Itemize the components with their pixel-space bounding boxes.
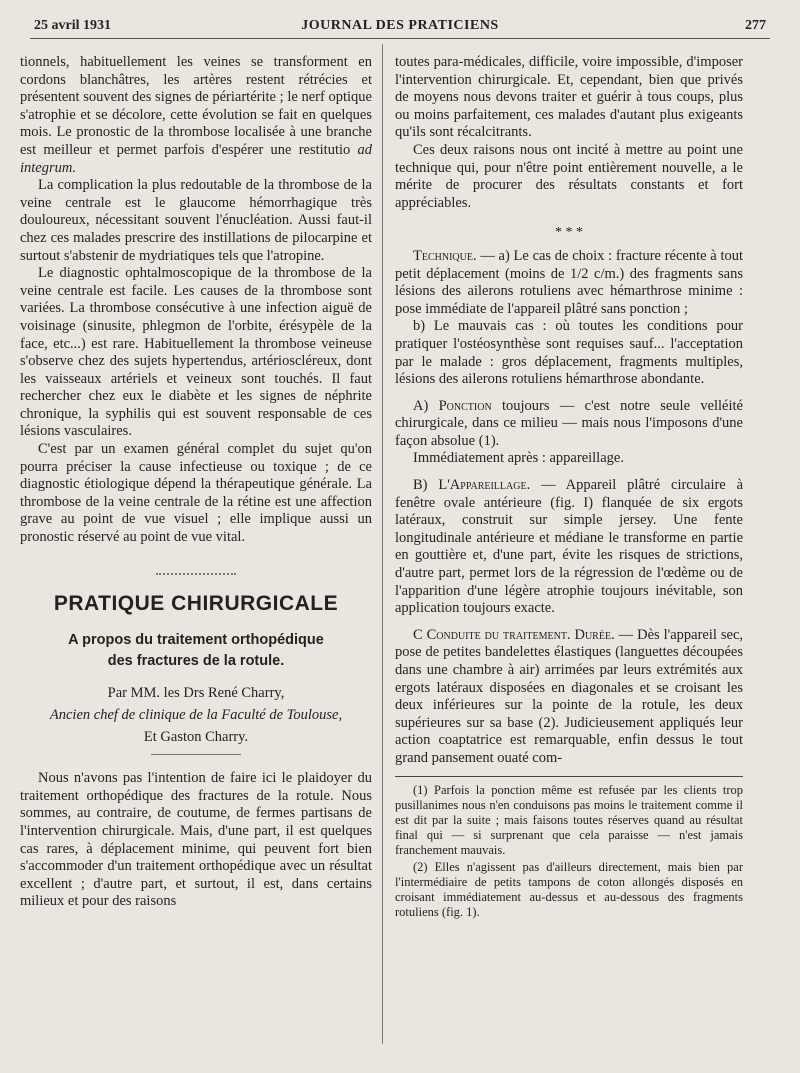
separator <box>156 573 236 575</box>
byline <box>20 682 372 748</box>
separator <box>151 754 241 755</box>
paragraph: tionnels, habituellement les veines se transforment en cordons blanchâtres, les artères restent rétrécies et présentent souvent des signes de périartérite ; le nerf optique s'atrophie et se décolore, cette évolution se fait en quelques mois. Le pronostic de la thrombose localisée à une branche est meilleur et permet parfois d'espérer une restitutio ad integrum. <box>20 54 372 176</box>
paragraph: Technique. — a) Le cas de choix : fracture récente à tout petit déplacement (moins de 1/2 c/m.) des fragments sans lésions des ailerons rotuliens avec hémarthrose minime : pose immédiate de l'appareil plâtré sans ponction ; <box>395 247 744 317</box>
paragraph: toutes para-médicales, difficile, voire impossible, d'imposer l'intervention chirurgicale. Et, cependant, bien que privés de moyens nous devons traiter et guérir à tous coups, plus ou moins parfaitement, ces malades d'autant plus exigeants qu'ils sont récalcitrants. <box>395 54 743 141</box>
paragraph: La complication la plus redoutable de la thrombose de la veine centrale est le glaucome hémorrhagique très douloureux, nécessitant souvent l'énucléation. Aussi faut-il chez ces malades prescrire des instillations de pilocarpine et surtout s'abstenir de mydriatiques tels que l'atropine. <box>20 177 372 264</box>
paragraph: A) Ponction toujours — c'est notre seule velléité chirurgicale, dans ce milieu — mais nous l'imposons d'une façon absolue (1). <box>395 397 743 449</box>
affiliation: Ancien chef de clinique de la Faculté de Toulouse, <box>49 707 343 724</box>
page-number: 277 <box>745 18 766 33</box>
section-title: PRATIQUE CHIRURGICALE <box>20 573 372 613</box>
article-title: A propos du traitement orthopédique des fractures de la rotule. <box>68 632 324 670</box>
footnote: (2) Elles n'agissent pas d'ailleurs directement, mais bien par l'intermédiaire de petits tampons de coton allongés disposés en croisant immédiatement au-dessus et au-dessous des fragments rotuliens (fig. 1). <box>395 859 743 919</box>
paragraph: Ces deux raisons nous ont incité à mettre au point une technique qui, pour n'être point entièrement nouvelle, a le mérite de procurer des résultats constants et fort appréciables. <box>395 141 743 211</box>
column-divider <box>382 44 383 1044</box>
subheading: A) Ponction <box>413 397 492 414</box>
left-column <box>20 54 372 911</box>
paragraph: C Conduite du traitement. Durée. — Dès l'appareil sec, pose de petites bandelettes élastiques (languettes découpées dans une chambre à air) arrimées par leurs extrémités aux ergots latéraux disposées en diagonales et se croisant les deux inférieures sur la pointe de la rotule, les deux supérieures sur sa base (2). Judicieusement appliqués leur action coaptatrice est remarquable, enfin dessus le tout grand pansement ouaté com- <box>395 626 744 766</box>
page-header <box>30 14 770 39</box>
right-column <box>395 54 743 922</box>
footnote: (1) Parfois la ponction même est refusée par les clients trop pusillanimes nous n'en conduisons pas moins le traitement comme il est dit par la suite ; mais faisons toutes réserves quand au résultat final qui — si surprenant que cela paraisse — n'est jamais franchement mauvais. <box>395 782 743 857</box>
section-separator: * * * <box>555 225 583 241</box>
paragraph: Nous n'avons pas l'intention de faire ici le plaidoyer du traitement orthopédique des fractures de la rotule. Nous sommes, au contraire, de coutume, de fermes partisans de l'intervention chirurgicale. Mais, d'une part, il est quelques cas rares, à déplacement minime, qui peuvent fort bien s'accommoder d'un traitement orthopédique avec un résultat excellent ; d'autre part, et surtout, il est, dans certains milieux et pour des raisons <box>20 770 372 910</box>
authors-line: Par MM. les Drs René Charry, <box>107 685 285 702</box>
subheading: Technique. <box>413 247 477 264</box>
footnotes <box>395 776 743 920</box>
journal-title: JOURNAL DES PRATICIENS <box>301 18 499 33</box>
co-author: Et Gaston Charry. <box>143 729 249 746</box>
paragraph: b) Le mauvais cas : où toutes les conditions pour pratiquer l'ostéosynthèse sont requises sauf... l'acceptation par le malade : gros déplacement, fragments multiples, lésions des ailerons rotuliens hémarthrose abondante. <box>395 318 743 388</box>
issue-date: 25 avril 1931 <box>34 18 111 33</box>
paragraph: B) L'Appareillage. — Appareil plâtré circulaire à fenêtre ovale antérieure (fig. I) flanquée de six ergots latéraux, construit sur simple jersey. Une fente longitudinale antérieure et médiane le transforme en partie en gouttière et, d'une part, évite les risques de strictions, d'autre part, permet lors de la régression de l'œdème ou de l'apparition d'une légère atrophie toujours inévitable, son application toujours exacte. <box>395 477 744 617</box>
paragraph: Le diagnostic ophtalmoscopique de la thrombose de la veine centrale est facile. Les causes de la thrombose sont variées. La thrombose consécutive à une infection aiguë de voisinage (sinusite, phlegmon de l'orbite, érésypèle de la face, etc...) est rare. Habituellement la thrombose veineuse s'observe chez des sujets hypertendus, artérioscléreux, dont les vaisseaux artériels et veineux sont touchés. Il faut rechercher chez eux le diabète et les signes de néphrite chronique, la syphilis qui est souvent responsable de ces lésions vasculaires. <box>20 265 372 440</box>
subheading: B) L'Appareillage. <box>413 477 531 494</box>
paragraph: C'est par un examen général complet du sujet qu'on pourra préciser la cause infectieuse ou toxique ; de ce diagnostic étiologique dépend la thérapeutique générale. La thrombose de la veine centrale de la rétine est une affection grave au point de vue visuel ; elle implique aussi un pronostic réservé au point de vue vital. <box>20 441 372 546</box>
paragraph: Immédiatement après : appareillage. <box>413 450 624 467</box>
subheading: C Conduite du traitement. Durée. <box>413 626 615 643</box>
